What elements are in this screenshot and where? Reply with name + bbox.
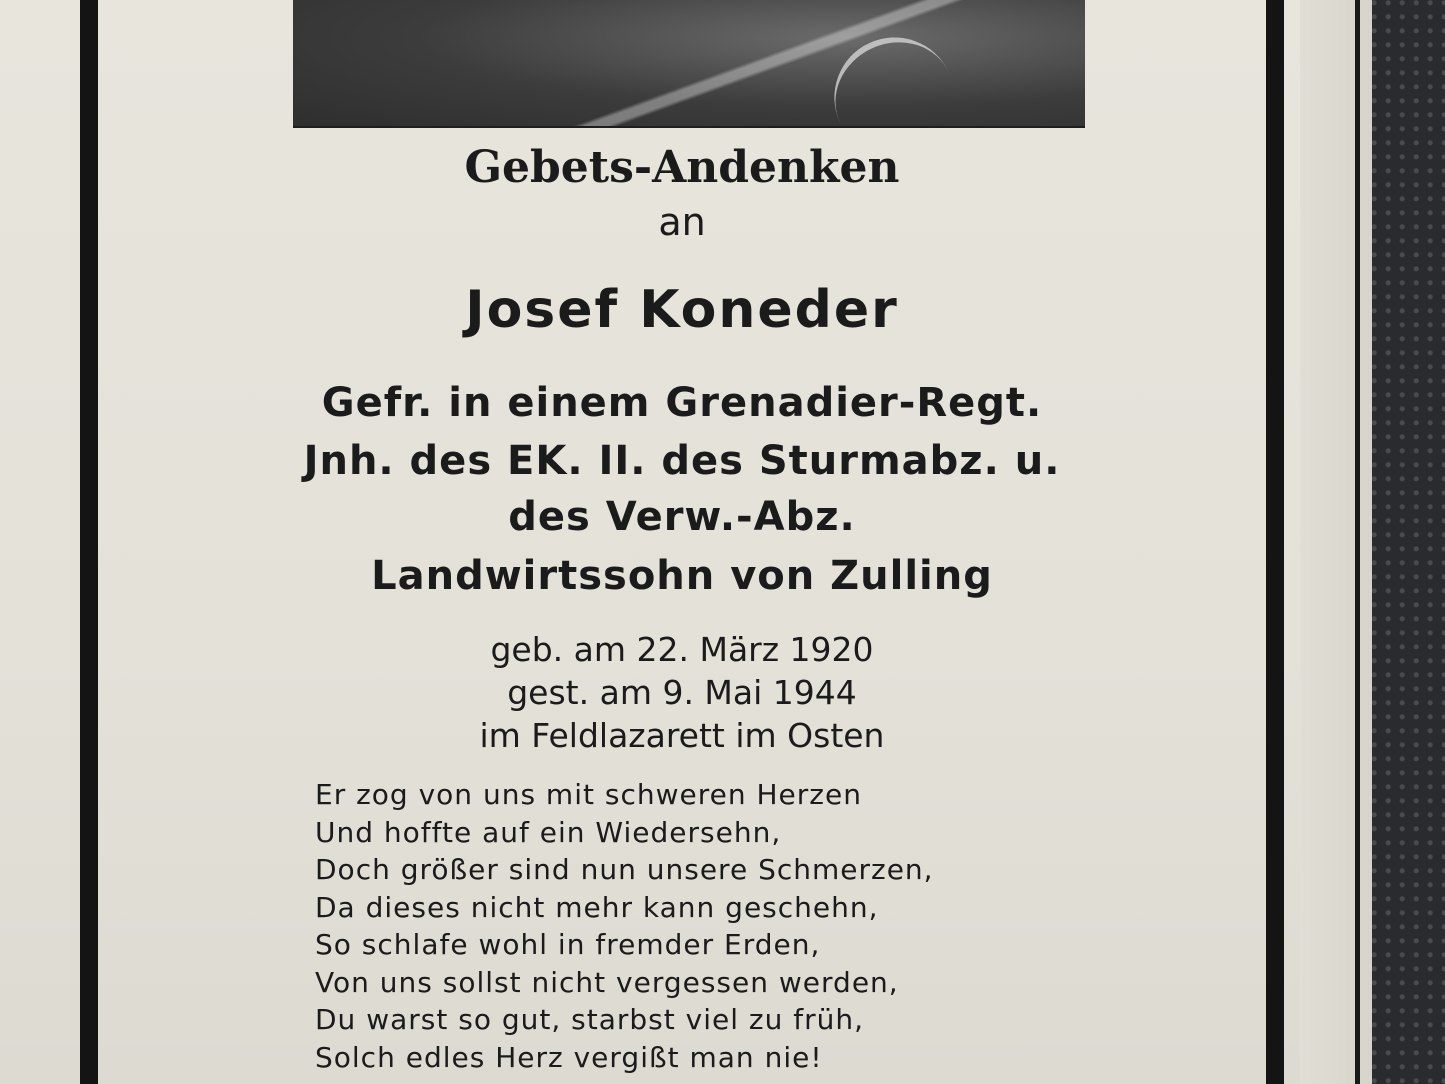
mourning-border-left [80,0,98,1084]
decorations-line-cont: des Verw.-Abz. [508,494,856,540]
card-margin-right [1300,0,1372,1084]
card-preposition: an [658,200,706,244]
poem-line: Du warst so gut, starbst viel zu früh, [315,1003,864,1036]
portrait-photo [293,0,1085,128]
poem-line: Er zog von uns mit schweren Herzen [315,778,862,811]
decorations-line: Jnh. des EK. II. des Sturmabz. u. [303,438,1061,484]
poem-line: Von uns sollst nicht vergessen werden, [315,965,899,999]
poem-line: So schlafe wohl in fremder Erden, [315,928,821,961]
card-heading: Gebets-Andenken [464,142,900,193]
death-place: im Feldlazarett im Osten [479,716,885,755]
mourning-border-right [1266,0,1284,1084]
poem-line: Doch größer sind nun unsere Schmerzen, [315,853,934,886]
origin-line: Landwirtssohn von Zulling [371,553,993,599]
poem-line: Da dieses nicht mehr kann geschehn, [315,890,879,924]
portrait-highlight [815,18,952,129]
rank-line: Gefr. in einem Grenadier-Regt. [321,380,1043,426]
memorial-poem [315,776,934,1076]
birth-date: geb. am 22. März 1920 [490,630,874,669]
deceased-name: Josef Koneder [465,280,899,340]
textured-background [1370,0,1445,1084]
poem-line: Solch edles Herz vergißt man nie! [315,1040,823,1074]
card-outer-edge-line [1355,0,1360,1084]
death-date: gest. am 9. Mai 1944 [507,673,857,712]
poem-line: Und hoffte auf ein Wiedersehn, [315,815,782,849]
